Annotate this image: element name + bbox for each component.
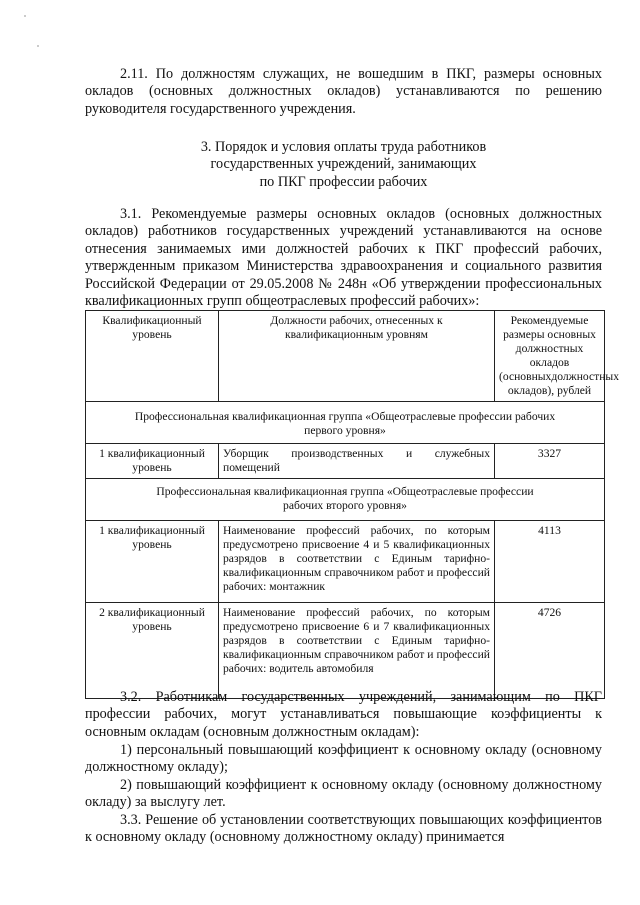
row-level: 1 квалификационный уровень xyxy=(86,521,219,603)
salary-table xyxy=(85,310,619,699)
section-3-title-line-1: 3. Порядок и условия оплаты труда работников xyxy=(200,139,487,155)
row-positions: Наименование профессий рабочих, по которым предусмотрено присвоение 4 и 5 квалификационных разрядов в соответствии с Единым тарифно-квалификационным справочником работ и профессий рабочих: монтажник xyxy=(219,521,495,603)
scan-speck xyxy=(37,45,39,47)
group-2-title: Профессиональная квалификационная группа «Общеотраслевые профессии рабочих второго уровня» xyxy=(86,479,605,521)
table-row xyxy=(86,521,605,603)
row-level: 1 квалификационный уровень xyxy=(86,444,219,479)
paragraph-3-3: 3.3. Решение об установлении соответствующих повышающих коэффициентов к основному окладу (основному должностному окладу) принимается xyxy=(85,812,602,846)
group-1-title: Профессиональная квалификационная группа «Общеотраслевые профессии рабочих первого уровня» xyxy=(86,402,605,444)
section-3-title-line-3: по ПКГ профессии рабочих xyxy=(259,173,428,190)
paragraph-2-11: 2.11. По должностям служащих, не вошедшим в ПКГ, размеры основных окладов (основных должностных окладов) устанавливаются по решению руководителя государственного учреждения. xyxy=(85,66,602,117)
scan-speck xyxy=(24,15,26,17)
row-salary: 3327 xyxy=(495,444,605,479)
header-positions: Должности рабочих, отнесенных к квалификационным уровням xyxy=(219,311,495,402)
row-positions: Наименование профессий рабочих, по которым предусмотрено присвоение 6 и 7 квалификационных разрядов в соответствии с Единым тарифно-квалификационным справочником работ и профессий рабочих: водитель автомобиля xyxy=(219,603,495,699)
group-2-title-row xyxy=(86,479,605,521)
table-header-row xyxy=(86,311,605,402)
row-level: 2 квалификационный уровень xyxy=(86,603,219,699)
row-salary: 4113 xyxy=(495,521,605,603)
list-item-1: 1) персональный повышающий коэффициент к основному окладу (основному должностному окладу); xyxy=(85,742,602,776)
paragraph-3-2: 3.2. Работникам государственных учреждений, занимающим по ПКГ профессии рабочих, могут устанавливаться повышающие коэффициенты к основным окладам (основным должностным окладам): xyxy=(85,689,602,740)
paragraph-3-1: 3.1. Рекомендуемые размеры основных окладов (основных должностных окладов) работников государственных учреждений устанавливаются на основе отнесения занимаемых ими должностей рабочих к ПКГ профессий рабочих, утвержденным приказом Министерства здравоохранения и социального развития Российской Федерации от 29.05.2008 № 248н «Об утверждении профессиональных квалификационных групп общеотраслевых профессий рабочих»: xyxy=(85,206,602,310)
section-3-title-line-2: государственных учреждений, занимающих xyxy=(210,156,477,173)
table-row xyxy=(86,444,605,479)
table-row xyxy=(86,603,605,699)
section-3-title xyxy=(85,139,602,191)
header-qualification-level: Квалификационный уровень xyxy=(86,311,219,402)
row-positions: Уборщик производственных и служебных помещений xyxy=(219,444,495,479)
row-salary: 4726 xyxy=(495,603,605,699)
header-salary: Рекомендуемые размеры основных должностных окладов (основныхдолжностных окладов), рублей xyxy=(495,311,605,402)
group-1-title-row xyxy=(86,402,605,444)
list-item-2: 2) повышающий коэффициент к основному окладу (основному должностному окладу) за выслугу лет. xyxy=(85,777,602,811)
